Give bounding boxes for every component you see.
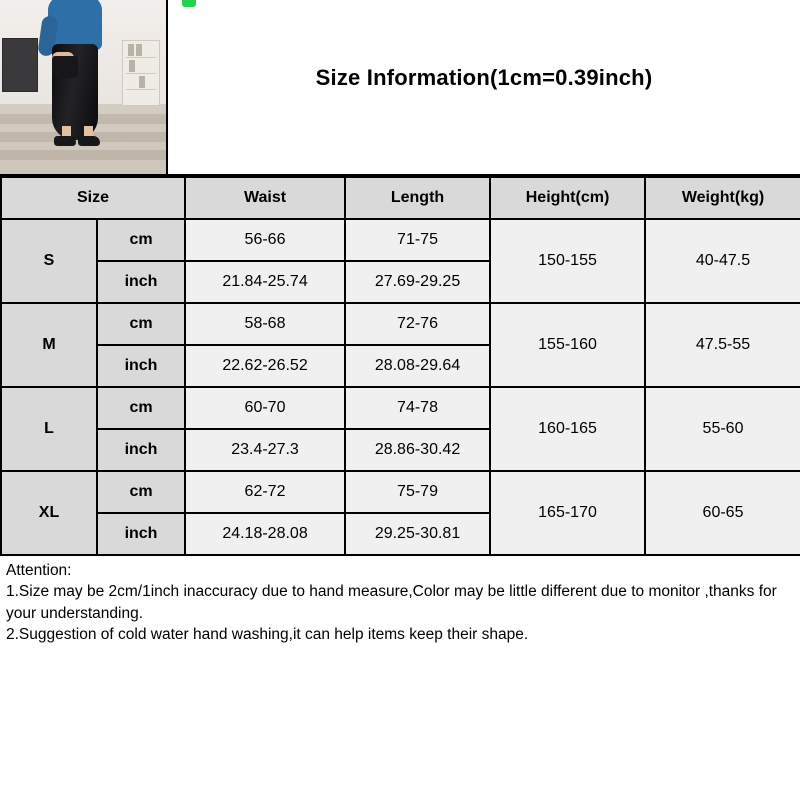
height-s: 150-155 (490, 219, 645, 303)
waist-inch-l: 23.4-27.3 (185, 429, 345, 471)
unit-cm: cm (97, 387, 185, 429)
height-m: 155-160 (490, 303, 645, 387)
column-header-waist: Waist (185, 177, 345, 219)
table-row (1, 303, 800, 345)
title-cell (168, 0, 800, 174)
product-photo-cell (0, 0, 168, 174)
height-xl: 165-170 (490, 471, 645, 555)
page-title: Size Information(1cm=0.39inch) (315, 65, 653, 90)
length-cm-m: 72-76 (345, 303, 490, 345)
table-row (1, 219, 800, 261)
attention-note-2: 2.Suggestion of cold water hand washing,it can help items keep their shape. (6, 626, 529, 644)
waist-cm-xl: 62-72 (185, 471, 345, 513)
unit-cm: cm (97, 471, 185, 513)
column-header-size: Size (1, 177, 185, 219)
photo-model-shoe-left (54, 136, 76, 146)
unit-inch: inch (97, 261, 185, 303)
table-header-row (1, 177, 800, 219)
length-inch-xl: 29.25-30.81 (345, 513, 490, 555)
photo-dark-panel (2, 38, 38, 92)
length-inch-m: 28.08-29.64 (345, 345, 490, 387)
waist-inch-m: 22.62-26.52 (185, 345, 345, 387)
attention-section (0, 556, 800, 646)
waist-cm-m: 58-68 (185, 303, 345, 345)
waist-cm-s: 56-66 (185, 219, 345, 261)
length-cm-s: 71-75 (345, 219, 490, 261)
row-size-label-s: S (1, 219, 97, 303)
table-row (1, 471, 800, 513)
product-photo (0, 0, 166, 174)
attention-heading: Attention: (6, 562, 72, 579)
photo-shelf (122, 40, 160, 106)
unit-inch: inch (97, 345, 185, 387)
weight-m: 47.5-55 (645, 303, 800, 387)
unit-inch: inch (97, 429, 185, 471)
waist-cm-l: 60-70 (185, 387, 345, 429)
size-table (0, 176, 800, 556)
length-cm-xl: 75-79 (345, 471, 490, 513)
weight-xl: 60-65 (645, 471, 800, 555)
photo-model-shoe-right (78, 136, 100, 146)
weight-l: 55-60 (645, 387, 800, 471)
length-cm-l: 74-78 (345, 387, 490, 429)
status-indicator-dot (182, 0, 196, 7)
waist-inch-s: 21.84-25.74 (185, 261, 345, 303)
column-header-height: Height(cm) (490, 177, 645, 219)
column-header-length: Length (345, 177, 490, 219)
waist-inch-xl: 24.18-28.08 (185, 513, 345, 555)
row-size-label-m: M (1, 303, 97, 387)
row-size-label-xl: XL (1, 471, 97, 555)
weight-s: 40-47.5 (645, 219, 800, 303)
photo-model-bag (52, 56, 78, 78)
row-size-label-l: L (1, 387, 97, 471)
length-inch-l: 28.86-30.42 (345, 429, 490, 471)
column-header-weight: Weight(kg) (645, 177, 800, 219)
header (0, 0, 800, 176)
unit-cm: cm (97, 303, 185, 345)
height-l: 160-165 (490, 387, 645, 471)
table-row (1, 387, 800, 429)
attention-note-1: 1.Size may be 2cm/1inch inaccuracy due to hand measure,Color may be little different due to monitor ,thanks for your understanding. (6, 583, 777, 622)
unit-cm: cm (97, 219, 185, 261)
length-inch-s: 27.69-29.25 (345, 261, 490, 303)
unit-inch: inch (97, 513, 185, 555)
